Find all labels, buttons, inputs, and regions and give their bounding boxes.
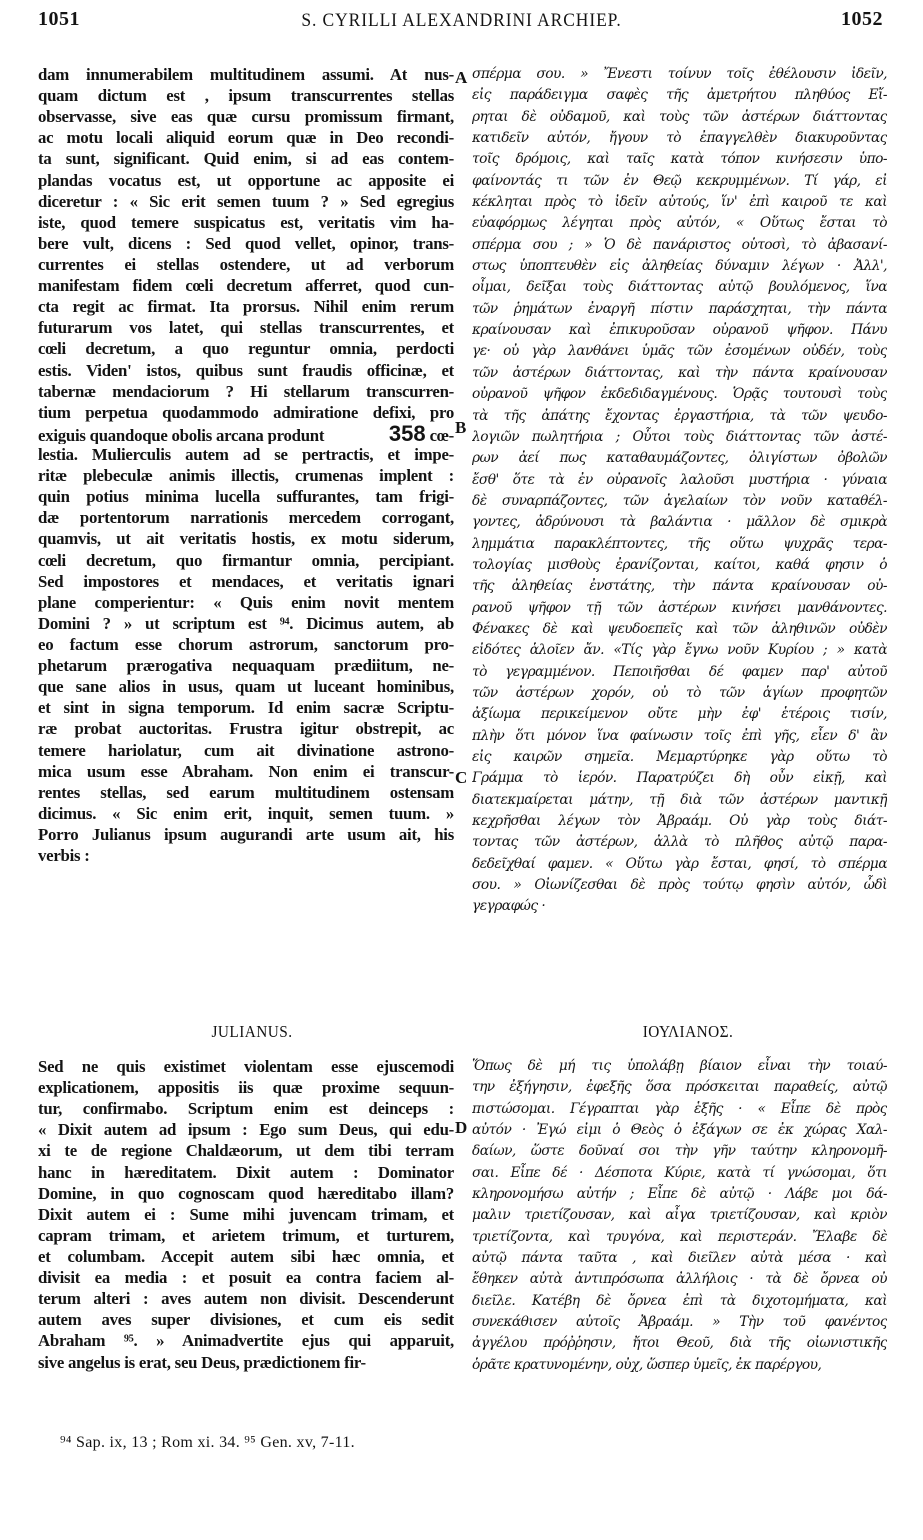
greek-bottom-line: ὁρᾶτε κρατυνομένην, οὐχ, ὥσπερ ὑμεῖς, ἐκ παρέργου, — [472, 1356, 822, 1373]
greek-bottom-line: συνεκάθισεν αὐτοῖς Ἀβραάμ. » Τὴν τοῦ φανέντος — [472, 1314, 887, 1331]
latin-top-line: diceretur : « Sic erit semen tuum ? » Sed egregius — [38, 191, 454, 211]
latin-section-title: JULIANUS. — [211, 1022, 293, 1041]
latin-top-line: mica usum esse Abraham. Non enim ei transcur- — [38, 761, 454, 781]
greek-bottom-line: τριετίζοντα, καὶ τρυγόνα, καὶ περιστεράν. Ἔλαβε δὲ — [472, 1228, 887, 1245]
latin-top-line — [38, 423, 454, 444]
latin-bottom-line: hanc in hæreditatem. Dixit autem : Dominator — [38, 1162, 454, 1182]
greek-bottom-line: μαλιν τριετίζουσαν, καὶ αἶγα τριετίζουσαν, καὶ κριὸν — [472, 1207, 887, 1224]
latin-bottom-line: Sed ne quis existimet violentam esse ejuscemodi — [38, 1057, 454, 1076]
latin-top-line: quamvis, ut ait veritatis hostis, ex motu siderum, — [38, 529, 454, 549]
greek-top-line: τὸ γεγραμμένον. Πεποιῆσθαι δέ φαμεν παρ' αὐτοῦ — [472, 663, 887, 680]
latin-bottom-line: Dixit autem ei : Sume mihi juvencam trimam, et — [38, 1204, 454, 1224]
latin-top-line: ta sunt, significant. Quid enim, si ad eas contem- — [38, 149, 454, 169]
latin-top-line: dam innumerabilem multitudinem assumi. At nus- — [38, 65, 454, 84]
latin-top-line: Domini ? » ut scriptum est ⁹⁴. Dicimus autem, ab — [38, 613, 454, 633]
greek-top-line: δὲ συναρπάζοντες, τῶν ἀγελαίων τὸν νοῦν καταθέλ- — [472, 492, 887, 509]
latin-top-line: ac motu locali aliquid eorum quæ in Deo recondi- — [38, 128, 454, 148]
footnotes: ⁹⁴ Sap. ix, 13 ; Rom xi. 34. ⁹⁵ Gen. xv, 7-11. — [60, 1434, 355, 1451]
greek-top-line: ρανοῦ ψῆφον τῇ τῶν ἀστέρων κινήσει μανθάνοντες. — [472, 599, 887, 616]
latin-top-line: quam dictum est , ipsum transcurrentes stellas — [38, 86, 454, 106]
greek-top-line: πλὴν ὅτι μόνον ἵνα φαίνωσιν τοῖς ἐπὶ γῆς, εἶεν δ' ἂν — [472, 727, 887, 744]
latin-top-line-tail: cœ- — [429, 425, 454, 444]
latin-top-line: ritæ plebeculæ animis illectis, crumenas implent : — [38, 466, 454, 486]
greek-bottom-line: διεῖλε. Κατέβη δὲ ὄρνεα ἐπὶ τὰ διχοτομήματα, καὶ — [472, 1292, 887, 1309]
greek-top-line: Γράμμα τὸ ἱερόν. Παρατρύζει δὴ οὖν εἰκῇ, καὶ — [472, 770, 887, 787]
greek-top-line: τῶν ἀστέρων χορόν, οὐ τὸ τῶν ἁγίων προφητῶν — [472, 684, 887, 701]
latin-bottom-line: sive angelus is erat, seu Deus, prædictionem fir- — [38, 1352, 366, 1372]
latin-top-line-text: exiguis quandoque obolis arcana produnt — [38, 425, 325, 444]
greek-top-line: τοῖς δρόμοις, καὶ ταῖς κατὰ τόπον κινήσεσιν ὑπο- — [472, 151, 887, 168]
greek-top-line: κραίνουσαν καὶ ἐπικυροῦσαν οὐρανοῦ ψῆφον. Πάνυ — [472, 322, 887, 339]
latin-bottom-line: terum alteri : aves autem non divisit. Descenderunt — [38, 1289, 454, 1309]
greek-top-line: ρηται δὲ οὐδαμοῦ, καὶ τοὺς τῶν ἀστέρων διάττοντας — [472, 108, 887, 125]
latin-top-line: observasse, sive eas quæ cursu promissum firmant, — [38, 107, 454, 127]
latin-top-line: estis. Viden' istos, quibus sunt fraudis officinæ, et — [38, 360, 454, 380]
greek-top-line: ρων ἀεί πως καταθαυμάζοντες, ὀλιγίστων ὀβολῶν — [472, 450, 887, 467]
greek-top-line: τῶν ἀστέρων διάττοντας, καὶ τὴν πάντα κραίνουσαν — [472, 364, 887, 381]
latin-bottom-line: Abraham ⁹⁵. » Animadvertite ejus qui apparuit, — [38, 1331, 454, 1351]
greek-top-line: ἔσθ' ὅτε τὰ ἐν οὐρανοῖς λαλοῦσι μυστήρια · γύναια — [472, 471, 887, 488]
latin-top-line: plane comperientur: « Quis enim novit mentem — [38, 592, 454, 612]
latin-top-line: tabernæ mendaciorum ? Hi stellarum transcurren- — [38, 381, 454, 401]
greek-top-line: κέκληται πρὸς τὸ ἰδεῖν αὐτούς, ἵν' ἐπὶ καιροῦ τε καὶ — [472, 194, 887, 211]
greek-top-line: οἶμαι, δεῖξαι τοὺς διάττοντας αὐτῷ βουλόμενος, ἵνα — [472, 279, 887, 296]
greek-top-line: σου. » Οἰωνίζεσθαι δὲ πρὸς τούτῳ φησὶν αὐτόν, ὧδὶ — [472, 877, 887, 894]
greek-bottom-line: ἀγγέλου πρόῤῥησιν, ἤτοι Θεοῦ, διὰ τῆς οἰωνιστικῆς — [472, 1335, 887, 1352]
greek-top-line: λημμάτια παρακλέπτοντες, τῆς οὕτω ψυχρᾶς τερα- — [472, 535, 887, 552]
left-page-number: 1051 — [38, 8, 80, 30]
latin-top-line: bere vult, dicens : Sed quod vellet, opinor, trans- — [38, 233, 454, 253]
greek-top-line: εἰς παράδειγμα σαφὲς τῆς ἀμετρήτου πληθύος Εἴ- — [472, 87, 887, 104]
latin-top-line: et sint in signa temporum. Id enim sacræ Scriptu- — [38, 698, 454, 718]
margin-marker-a: A — [455, 68, 468, 87]
greek-bottom-line: κληρονομήσω αὐτήν ; Εἶπε δὲ αὐτῷ · Λάβε μοι δά- — [472, 1186, 887, 1203]
greek-top-line: τολογίας μισθοὺς ἐρανίζονται, καίτοι, καθά φησιν ὁ — [472, 556, 887, 573]
greek-top-line: διατεκμαίρεται μάτην, τῇ διὰ τῶν ἀστέρων μαντικῇ — [472, 791, 887, 808]
margin-marker-d: D — [455, 1118, 468, 1137]
margin-marker-c: C — [455, 768, 468, 787]
greek-top-line: τῶν ῥημάτων ἐναργῆ πίστιν παράσχηται, τὴν πάντα — [472, 300, 887, 317]
latin-bottom-line: autem aves super divisiones, et cum eis sedit — [38, 1310, 454, 1330]
greek-top-line: οὐρανοῦ ψῆφον ἐκδεδιδαγμένους. Ὁρᾷς τουτουσὶ τοὺς — [472, 386, 887, 403]
latin-top-line: futurarum vos latet, qui stellas transcurrentes, et — [38, 318, 454, 338]
right-page-number: 1052 — [841, 8, 883, 30]
greek-top-line: γοντες, ἀδρύνουσι τὰ βαλάντια · μᾶλλον δὲ σμικρὰ — [472, 514, 887, 531]
greek-column-top — [472, 64, 887, 918]
latin-column-bottom — [38, 1056, 454, 1373]
latin-bottom-line: tur, confirmabo. Scriptum enim est deinceps : — [38, 1099, 454, 1119]
greek-top-line: λογιῶν πωλητήρια ; Οὗτοι τοὺς διάττοντας τῶν ἀστέ- — [472, 428, 887, 445]
greek-top-line: ἀξίωμα περικείμενον οὔτε μὴν ἐφ' ἑτέροις τισίν, — [472, 706, 887, 723]
latin-top-line: lestia. Mulierculis autem ad se pertractis, et impe- — [38, 444, 454, 464]
latin-bottom-line: « Dixit autem ad ipsum : Ego sum Deus, qui edu- — [38, 1120, 454, 1140]
latin-top-line: dæ portentorum narrationis mercedem corrogant, — [38, 508, 454, 528]
greek-bottom-line: σαι. Εἶπε δέ · Δέσποτα Κύριε, κατὰ τί γνώσομαι, ὅτι — [472, 1164, 887, 1181]
greek-bottom-line: Ὅπως δὲ μή τις ὑπολάβῃ βίαιον εἶναι τὴν τοιαύ- — [472, 1058, 887, 1074]
greek-top-line: γεγραφώς · — [472, 898, 546, 915]
latin-top-line: temere hariolatur, cum ait divinatione astrono- — [38, 740, 454, 760]
latin-top-line: Sed impostores et mendaces, et veritatis ignari — [38, 571, 454, 591]
latin-top-line: que sane alios in usus, quam ut luceant hominibus, — [38, 677, 454, 697]
latin-column-top — [38, 64, 454, 866]
greek-bottom-line: δαίων, ὥστε δοῦναί σοι τὴν γῆν ταύτην κληρονομῆ- — [472, 1143, 887, 1160]
latin-bottom-line: xi te de regione Chaldæorum, ut dem tibi terram — [38, 1141, 454, 1161]
greek-section-title: ΙΟΥΛΙΑΝΟΣ. — [642, 1022, 734, 1041]
latin-top-line: currentes ei stellas ostendere, ut ad verborum — [38, 254, 454, 274]
greek-top-line: κατιδεῖν αὐτόν, ἤγουν τὸ ἐπαγγελθὲν διακυροῦντας — [472, 130, 887, 147]
greek-top-line: γε· οὐ γὰρ λανθάνει ὑμᾶς τῶν ἐσομένων οὐδέν, τοὺς — [472, 343, 887, 360]
greek-top-line: σπέρμα σου. » Ἔνεστι τοίνυν τοῖς ἐθέλουσιν ἰδεῖν, — [472, 66, 887, 82]
greek-top-line: κεχρῆσθαι λέγων τὸν Ἀβραάμ. Οὐ γὰρ τοὺς διάτ- — [472, 813, 887, 830]
greek-bottom-line: πιστώσομαι. Γέγραπται γὰρ ἑξῆς · « Εἶπε δὲ πρὸς — [472, 1100, 887, 1117]
latin-top-line: plandas vocatus est, ut opportune ac apposite ei — [38, 170, 454, 190]
greek-bottom-line: την ἐξήγησιν, ἐφεξῆς ὅσα πρόσκειται παραθείς, αὐτῷ — [472, 1079, 887, 1096]
edition-page-number: 358 — [388, 422, 426, 444]
greek-top-line: Φένακες δὲ καὶ ψευδοεπεῖς καὶ τῶν ἀληθινῶν οὐδὲν — [472, 620, 887, 637]
greek-bottom-line: αὐτόν · Ἐγώ εἰμι ὁ Θεὸς ὁ ἐξάγων σε ἐκ χώρας Χαλ- — [472, 1122, 887, 1139]
greek-top-line: στως ὑποπτευθὲν εἰς ἀληθείας δύναμιν λέγων · Ἀλλ', — [472, 258, 887, 275]
latin-top-line: manifestam fidem cœli decretum afferret, quod cun- — [38, 276, 454, 296]
latin-bottom-line: explicationem, appositis iis quæ proxime sequun- — [38, 1078, 454, 1098]
greek-top-line: εὐαφόρμως λέγηται πρὸς αὐτόν, « Οὕτως ἔσται τὸ — [472, 215, 887, 232]
latin-top-line: eo factum esse chorum astrorum, sanctorum pro- — [38, 634, 454, 654]
latin-bottom-line: Domine, in quo cognoscam quod hæreditabo illam? — [38, 1183, 454, 1203]
latin-top-line: verbis : — [38, 846, 90, 866]
latin-top-line: dicimus. « Sic enim erit, inquit, semen tuum. » — [38, 803, 454, 823]
latin-top-line: rentes stellas, sed earum multitudinem ostensam — [38, 782, 454, 802]
greek-top-line: δεδεῖχθαί φαμεν. « Οὕτω γὰρ ἔσται, φησί, τὸ σπέρμα — [472, 855, 887, 872]
greek-top-line: σπέρμα σου ; » Ὁ δὲ πανάριστος οὑτοσὶ, τὸ ἀβασανί- — [472, 236, 887, 253]
greek-top-line: τῆς ἀληθείας ἐνστάτης, τὴν πάντα κραίνουσαν οὐ- — [472, 578, 887, 595]
margin-marker-b: B — [455, 418, 467, 437]
latin-top-line: quin potius minima lucella suffurantes, tam frigi- — [38, 487, 454, 507]
latin-top-line: Porro Julianus ipsum augurandi arte usum ait, his — [38, 824, 454, 844]
latin-bottom-line: et columbam. Accepit autem sibi hæc omnia, et — [38, 1246, 454, 1266]
greek-top-line: τὰ τῆς ἀπάτης ἔχοντας ἐργαστήρια, τὰ τῶν ψευδο- — [472, 407, 887, 424]
latin-bottom-line: divisit ea media : et posuit ea contra faciem al- — [38, 1268, 454, 1288]
running-header — [0, 6, 923, 46]
latin-top-line: phetarum prærogativa nequaquam prædiitum, ne- — [38, 656, 454, 676]
latin-top-line: cœli decretum, a quo reguntur omnia, perdocti — [38, 339, 454, 359]
greek-top-line: εἰς καιρῶν σημεῖα. Μεμαρτύρηκε γὰρ οὕτω τὸ — [472, 749, 887, 765]
greek-column-bottom — [472, 1056, 887, 1376]
latin-top-line: cœli decretum, quo firmantur omnia, percipiant. — [38, 550, 454, 570]
greek-top-line: τοντας τῶν ἀστέρων, ἀλλὰ τὸ πλῆθος αὐτῷ παρα- — [472, 834, 887, 851]
greek-bottom-line: αὐτῷ πάντα ταῦτα , καὶ διεῖλεν αὐτὰ μέσα · καὶ — [472, 1250, 887, 1267]
latin-top-line: ræ probat auctoritas. Frustra igitur obstrepit, ac — [38, 719, 454, 739]
latin-top-line: iste, quod temere suspicatus est, veritatis vim ha- — [38, 212, 454, 232]
latin-bottom-line: capram trimam, et arietem trimum, et turturem, — [38, 1225, 454, 1245]
latin-top-line: cta regit ac firmat. Ita prorsus. Nihil enim rerum — [38, 297, 454, 317]
greek-bottom-line: ἔθηκεν αὐτὰ ἀντιπρόσωπα ἀλλήλοις · τὰ δὲ ὄρνεα οὐ — [472, 1271, 887, 1288]
latin-top-line: tium perpetua quodammodo admiratione defixi, pro — [38, 402, 454, 422]
greek-top-line: εἰδότες ἁλοῖεν ἄν. «Τίς γὰρ ἔγνω νοῦν Κυρίου ; » κατὰ — [472, 642, 887, 659]
running-title: S. CYRILLI ALEXANDRINI ARCHIEP. — [301, 10, 622, 31]
greek-top-line: φαίνοντάς τι τῶν ἐν Θεῷ κεκρυμμένων. Τί γάρ, εἰ — [472, 172, 887, 189]
